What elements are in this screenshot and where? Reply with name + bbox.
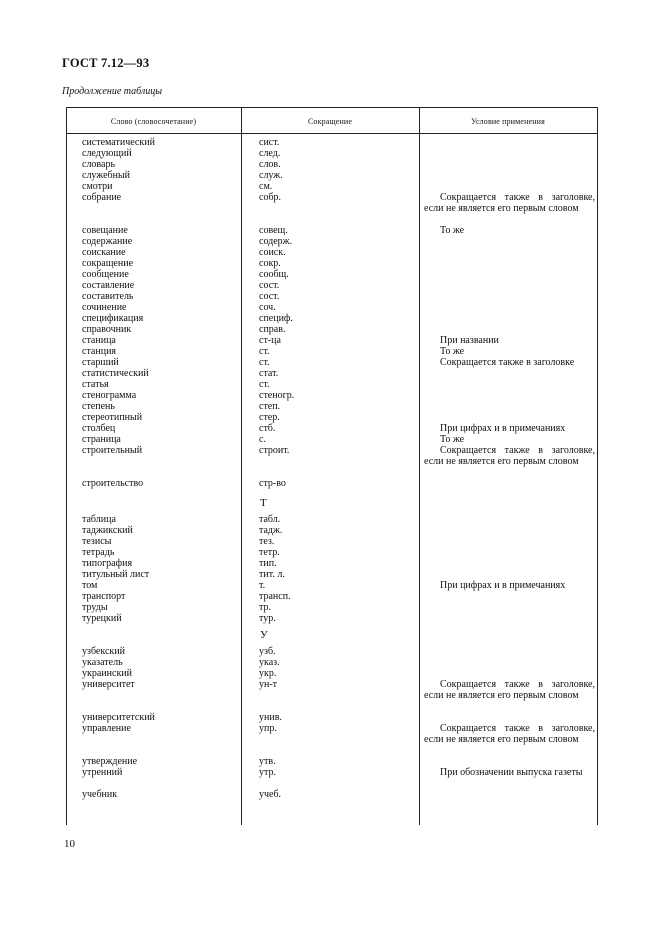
- word-cell: столбец: [82, 423, 116, 434]
- word-cell: систематический: [82, 137, 155, 148]
- word-cell: спецификация: [82, 313, 144, 324]
- word-cell: степень: [82, 401, 115, 412]
- word-cell: таблица: [82, 514, 116, 525]
- table-row: [66, 401, 597, 412]
- table-row: [66, 357, 597, 368]
- table-row: [66, 181, 597, 192]
- table-row: [66, 148, 597, 159]
- table-row: [66, 225, 597, 236]
- table-row: [66, 580, 597, 591]
- abbreviation-cell: ун-т: [259, 679, 278, 690]
- abbreviation-cell: ст.: [259, 379, 270, 390]
- word-cell: типография: [82, 558, 133, 569]
- condition-cell: То же: [440, 225, 465, 236]
- abbreviation-cell: ст.: [259, 357, 270, 368]
- table-row: [66, 368, 597, 379]
- abbreviation-cell: узб.: [259, 646, 276, 657]
- condition-cell: То же: [440, 434, 465, 445]
- abbreviation-cell: стеногр.: [259, 390, 295, 401]
- abbreviation-cell: см.: [259, 181, 273, 192]
- abbreviation-cell: ст.: [259, 346, 270, 357]
- abbreviation-cell: табл.: [259, 514, 281, 525]
- table-row: [66, 445, 597, 478]
- section-letter: У: [260, 629, 268, 641]
- word-cell: сокращение: [82, 258, 134, 269]
- table-header-divider: [66, 133, 597, 134]
- abbreviation-cell: справ.: [259, 324, 286, 335]
- word-cell: утренний: [82, 767, 123, 778]
- table-row: [66, 423, 597, 434]
- section-letter: Т: [260, 497, 267, 509]
- word-cell: таджикский: [82, 525, 133, 536]
- condition-cell: Сокращается также в заголовке, если не является его первым словом: [424, 679, 595, 701]
- table-row: [66, 679, 597, 712]
- abbreviation-cell: степ.: [259, 401, 281, 412]
- abbreviation-cell: утр.: [259, 767, 276, 778]
- section-letter-row: [66, 492, 597, 514]
- abbreviation-cell: содерж.: [259, 236, 293, 247]
- table-row: [66, 346, 597, 357]
- abbreviation-cell: стр-во: [259, 478, 286, 489]
- table-row: [66, 170, 597, 181]
- table-row: [66, 723, 597, 756]
- word-cell: следующий: [82, 148, 132, 159]
- word-cell: станица: [82, 335, 116, 346]
- word-cell: совещание: [82, 225, 128, 236]
- abbreviation-cell: сист.: [259, 137, 280, 148]
- section-letter-row: [66, 624, 597, 646]
- table-row: [66, 434, 597, 445]
- condition-cell: То же: [440, 346, 465, 357]
- column-header-abbreviation: Сокращение: [307, 117, 353, 126]
- abbreviation-cell: сост.: [259, 291, 280, 302]
- word-cell: словарь: [82, 159, 116, 170]
- abbreviation-cell: тит. л.: [259, 569, 285, 580]
- abbreviation-cell: утв.: [259, 756, 276, 767]
- column-header-word: Слово (словосочетание): [110, 117, 197, 126]
- abbreviation-cell: тип.: [259, 558, 277, 569]
- table-row: [66, 602, 597, 613]
- table-row: [66, 247, 597, 258]
- abbreviation-cell: тур.: [259, 613, 276, 624]
- abbreviation-cell: тр.: [259, 602, 271, 613]
- table-right-border: [597, 107, 598, 825]
- word-cell: тезисы: [82, 536, 112, 547]
- word-cell: содержание: [82, 236, 133, 247]
- condition-cell: При цифрах и в примечаниях: [440, 423, 566, 434]
- table-row: [66, 646, 597, 657]
- table-row: [66, 525, 597, 536]
- condition-cell: Сокращается также в заголовке, если не является его первым словом: [424, 723, 595, 745]
- table-row: [66, 258, 597, 269]
- word-cell: старший: [82, 357, 119, 368]
- word-cell: страница: [82, 434, 121, 445]
- table-row: [66, 324, 597, 335]
- word-cell: университет: [82, 679, 135, 690]
- word-cell: статистический: [82, 368, 149, 379]
- word-cell: указатель: [82, 657, 123, 668]
- table-row: [66, 137, 597, 148]
- abbreviation-cell: учеб.: [259, 789, 282, 800]
- word-cell: труды: [82, 602, 108, 613]
- table-row: [66, 313, 597, 324]
- abbreviation-cell: тетр.: [259, 547, 280, 558]
- condition-cell: Сокращается также в заголовке, если не является его первым словом: [424, 192, 595, 214]
- abbreviation-cell: указ.: [259, 657, 280, 668]
- abbreviation-cell: служ.: [259, 170, 283, 181]
- table-row: [66, 379, 597, 390]
- condition-cell: При названии: [440, 335, 499, 346]
- word-cell: сообщение: [82, 269, 129, 280]
- word-cell: том: [82, 580, 98, 591]
- table-row: [66, 712, 597, 723]
- abbreviation-cell: стер.: [259, 412, 280, 423]
- table-row: [66, 192, 597, 225]
- table-row: [66, 412, 597, 423]
- abbreviation-cell: упр.: [259, 723, 277, 734]
- condition-cell: Сокращается также в заголовке, если не является его первым словом: [424, 445, 595, 467]
- abbreviation-cell: т.: [259, 580, 266, 591]
- abbreviation-cell: трансп.: [259, 591, 291, 602]
- word-cell: соискание: [82, 247, 126, 258]
- word-cell: строительство: [82, 478, 144, 489]
- table-row: [66, 236, 597, 247]
- word-cell: составитель: [82, 291, 134, 302]
- abbreviation-cell: унив.: [259, 712, 282, 723]
- table-row: [66, 558, 597, 569]
- abbreviation-cell: с.: [259, 434, 266, 445]
- word-cell: тетрадь: [82, 547, 115, 558]
- table-row: [66, 569, 597, 580]
- abbreviation-cell: след.: [259, 148, 281, 159]
- table-row: [66, 591, 597, 602]
- abbreviation-cell: тез.: [259, 536, 275, 547]
- table-row: [66, 390, 597, 401]
- table-row: [66, 280, 597, 291]
- table-row: [66, 291, 597, 302]
- table-row: [66, 159, 597, 170]
- word-cell: стенограмма: [82, 390, 137, 401]
- abbreviation-cell: стб.: [259, 423, 276, 434]
- abbreviation-cell: собр.: [259, 192, 282, 203]
- table-row: [66, 478, 597, 492]
- condition-cell: При обозначении выпуска газеты: [440, 767, 583, 778]
- abbreviation-cell: сообщ.: [259, 269, 289, 280]
- word-cell: управление: [82, 723, 131, 734]
- word-cell: утверждение: [82, 756, 138, 767]
- document-title: ГОСТ 7.12—93: [62, 56, 150, 70]
- abbreviation-cell: ст-ца: [259, 335, 281, 346]
- abbreviation-cell: совещ.: [259, 225, 288, 236]
- table-row: [66, 536, 597, 547]
- table-row: [66, 514, 597, 525]
- abbreviations-table: [66, 107, 597, 825]
- abbreviation-cell: специф.: [259, 313, 293, 324]
- table-row: [66, 269, 597, 280]
- word-cell: составление: [82, 280, 135, 291]
- table-row: [66, 335, 597, 346]
- condition-cell: Сокращается также в заголовке: [440, 357, 575, 368]
- table-body: [66, 137, 597, 800]
- word-cell: собрание: [82, 192, 122, 203]
- word-cell: статья: [82, 379, 109, 390]
- table-top-border: [66, 107, 597, 108]
- table-row: [66, 547, 597, 558]
- abbreviation-cell: сокр.: [259, 258, 281, 269]
- table-row: [66, 668, 597, 679]
- table-row: [66, 613, 597, 624]
- abbreviation-cell: тадж.: [259, 525, 283, 536]
- table-row: [66, 789, 597, 800]
- word-cell: титульный лист: [82, 569, 150, 580]
- word-cell: служебный: [82, 170, 131, 181]
- word-cell: узбекский: [82, 646, 125, 657]
- table-row: [66, 302, 597, 313]
- abbreviation-cell: стат.: [259, 368, 279, 379]
- word-cell: строительный: [82, 445, 143, 456]
- page-number: 10: [64, 838, 75, 850]
- word-cell: станция: [82, 346, 117, 357]
- word-cell: украинский: [82, 668, 132, 679]
- table-continuation-caption: Продолжение таблицы: [62, 86, 163, 97]
- word-cell: смотри: [82, 181, 113, 192]
- table-row: [66, 767, 597, 789]
- word-cell: транспорт: [82, 591, 126, 602]
- word-cell: университетский: [82, 712, 155, 723]
- table-row: [66, 756, 597, 767]
- abbreviation-cell: строит.: [259, 445, 290, 456]
- abbreviation-cell: соиск.: [259, 247, 286, 258]
- table-row: [66, 657, 597, 668]
- abbreviation-cell: слов.: [259, 159, 281, 170]
- abbreviation-cell: сост.: [259, 280, 280, 291]
- word-cell: стереотипный: [82, 412, 143, 423]
- word-cell: турецкий: [82, 613, 122, 624]
- column-header-condition: Условие применения: [471, 117, 545, 126]
- word-cell: учебник: [82, 789, 118, 800]
- abbreviation-cell: соч.: [259, 302, 276, 313]
- word-cell: справочник: [82, 324, 132, 335]
- condition-cell: При цифрах и в примечаниях: [440, 580, 566, 591]
- abbreviation-cell: укр.: [259, 668, 277, 679]
- word-cell: сочинение: [82, 302, 127, 313]
